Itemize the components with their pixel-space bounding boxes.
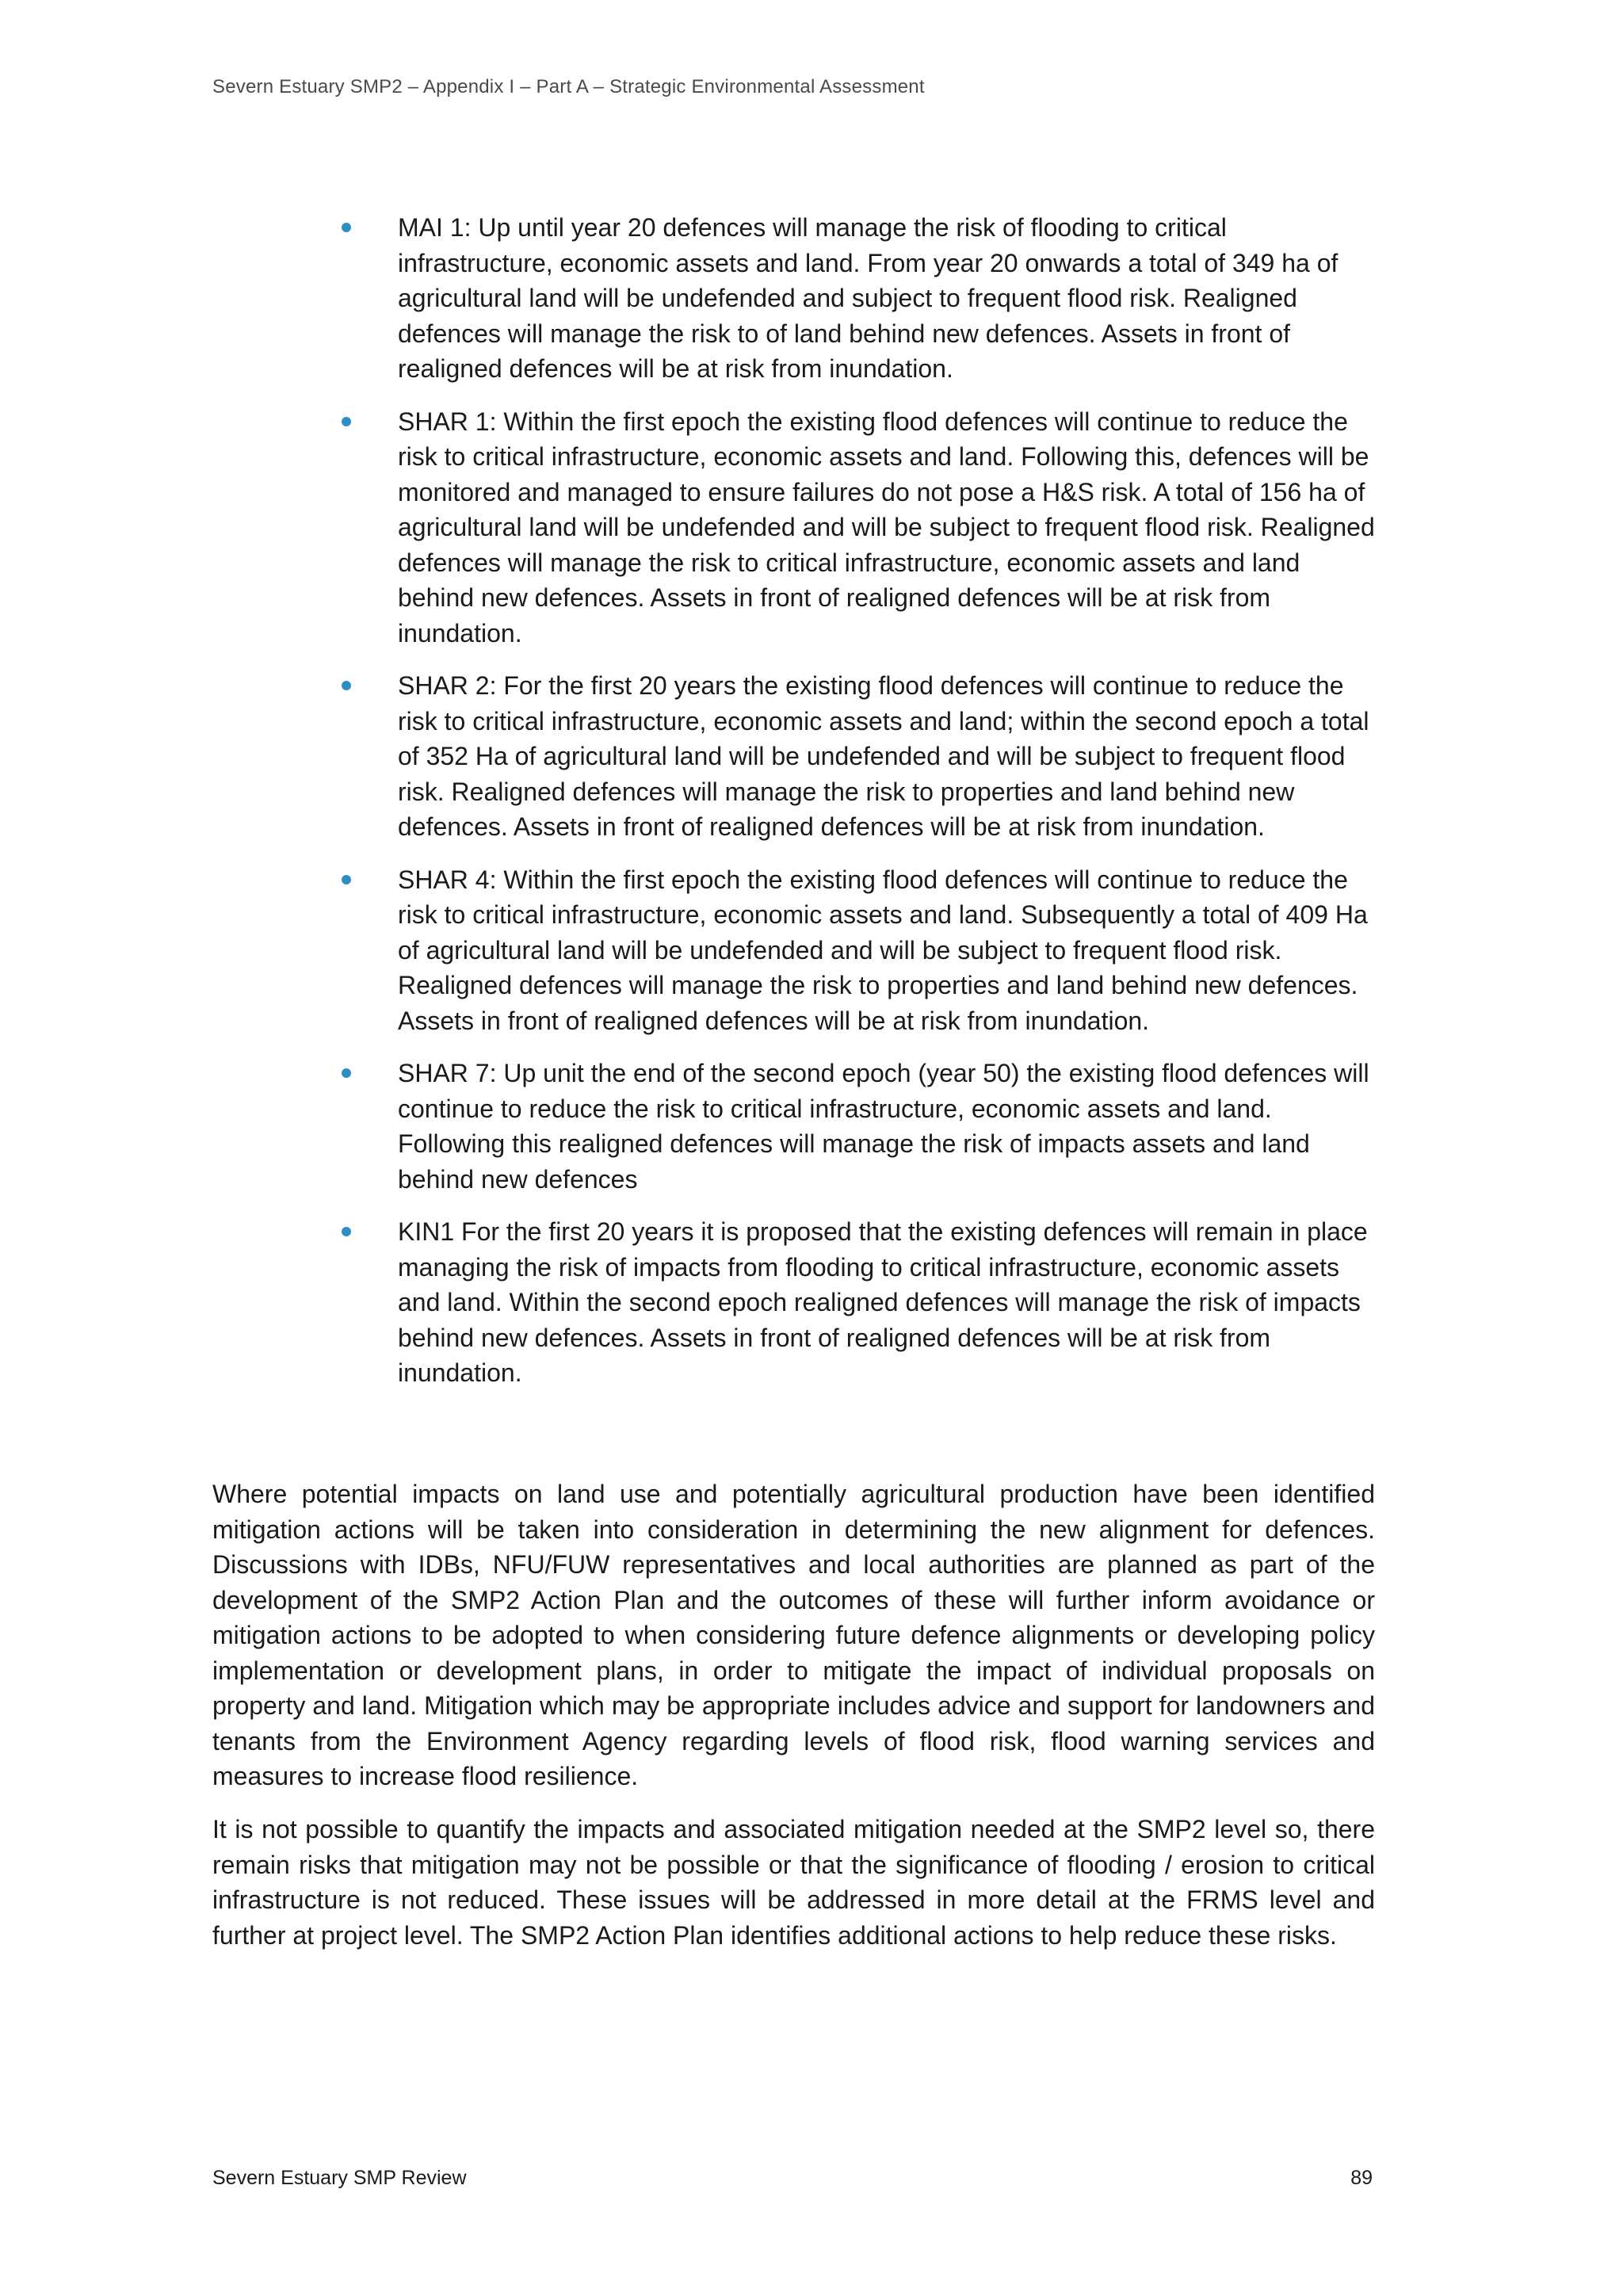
- list-item-text: KIN1 For the first 20 years it is proposed that the existing defences will remain in place managing the risk of impacts from flooding to critical infrastructure, economic assets and land. Within the second epoch realigned defences will manage the risk of impacts behind new defences. Assets in front of realigned defences will be at risk from inundation.: [398, 1217, 1368, 1387]
- bullet-list: [333, 210, 1379, 1408]
- list-item-text: SHAR 7: Up unit the end of the second epoch (year 50) the existing flood defences will continue to reduce the risk to critical infrastructure, economic assets and land. Following this realigned defences will manage the risk of impacts assets and land behind new defences: [398, 1059, 1369, 1194]
- list-item-text: MAI 1: Up until year 20 defences will manage the risk of flooding to critical infrastructure, economic assets and land. From year 20 onwards a total of 349 ha of agricultural land will be undefended and subject to frequent flood risk. Realigned defences will manage the risk to of land behind new defences. Assets in front of realigned defences will be at risk from inundation.: [398, 213, 1338, 383]
- list-item-text: SHAR 2: For the first 20 years the existing flood defences will continue to reduce the risk to critical infrastructure, economic assets and land; within the second epoch a total of 352 Ha of agricultural land will be undefended and will be subject to frequent flood risk. Realigned defences will manage the risk to properties and land behind new defences. Assets in front of realigned defences will be at risk from inundation.: [398, 671, 1369, 841]
- list-item-text: SHAR 4: Within the first epoch the existing flood defences will continue to reduce the risk to critical infrastructure, economic assets and land. Subsequently a total of 409 Ha of agricultural land will be undefended and will be subject to frequent flood risk. Realigned defences will manage the risk to properties and land behind new defences. Assets in front of realigned defences will be at risk from inundation.: [398, 865, 1368, 1035]
- list-item: [333, 668, 1379, 845]
- bullet-icon: [342, 417, 351, 426]
- bullet-icon: [342, 681, 351, 690]
- bullet-icon: [342, 1227, 351, 1236]
- list-item: [333, 1056, 1379, 1197]
- list-item-text: SHAR 1: Within the first epoch the existing flood defences will continue to reduce the risk to critical infrastructure, economic assets and land. Following this, defences will be monitored and managed to ensure failures do not pose a H&S risk. A total of 156 ha of agricultural land will be undefended and will be subject to frequent flood risk. Realigned defences will manage the risk to critical infrastructure, economic assets and land behind new defences. Assets in front of realigned defences will be at risk from inundation.: [398, 407, 1375, 648]
- bullet-icon: [342, 1068, 351, 1078]
- bullet-icon: [342, 875, 351, 884]
- risk-paragraph: It is not possible to quantify the impacts and associated mitigation needed at the SMP2 level so, there remain risks that mitigation may not be possible or that the significance of flooding / erosion to critical infrastructure is not reduced. These issues will be addressed in more detail at the FRMS level and further at project level. The SMP2 Action Plan identifies additional actions to help reduce these risks.: [212, 1815, 1375, 1950]
- list-item: [333, 210, 1379, 387]
- list-item: [333, 404, 1379, 651]
- page-number: 89: [1350, 2167, 1373, 2189]
- running-header: Severn Estuary SMP2 – Appendix I – Part A – Strategic Environmental Assessment: [212, 76, 925, 97]
- mitigation-paragraph: Where potential impacts on land use and potentially agricultural production have been identified mitigation actions will be taken into consideration in determining the new alignment for defences. Discussions with IDBs, NFU/FUW representatives and local authorities are planned as part of the development of the SMP2 Action Plan and the outcomes of these will further inform avoidance or mitigation actions to be adopted to when considering future defence alignments or developing policy implementation or development plans, in order to mitigate the impact of individual proposals on property and land. Mitigation which may be appropriate includes advice and support for landowners and tenants from the Environment Agency regarding levels of flood risk, flood warning services and measures to increase flood resilience.: [212, 1480, 1375, 1790]
- bullet-icon: [342, 223, 351, 232]
- list-item: [333, 1214, 1379, 1391]
- list-item: [333, 862, 1379, 1039]
- footer-title: Severn Estuary SMP Review: [212, 2167, 467, 2189]
